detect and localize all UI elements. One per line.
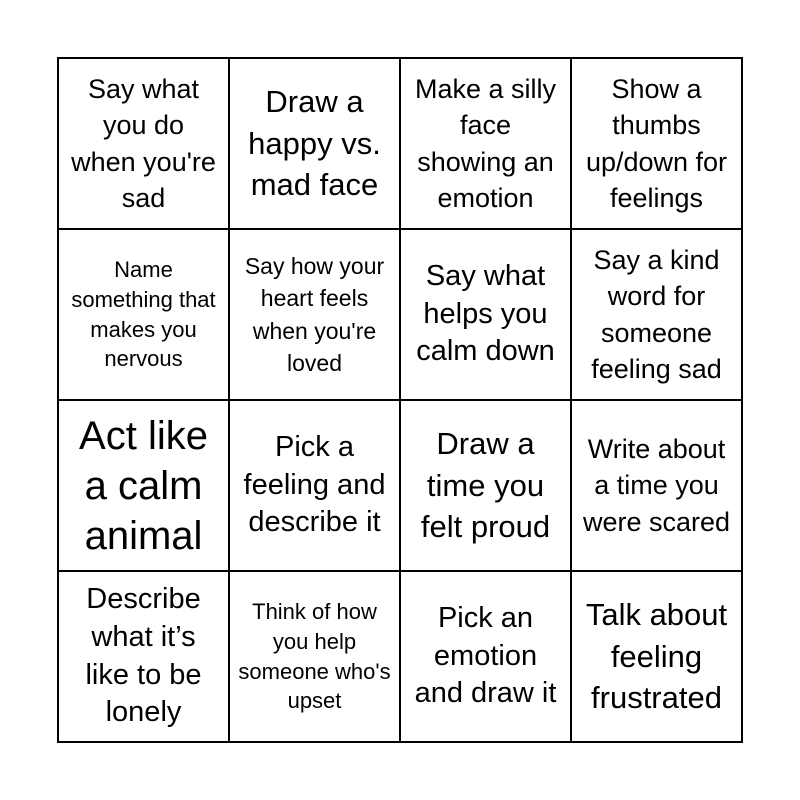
bingo-cell-text: Pick a feeling and describe it <box>243 430 386 539</box>
bingo-cell-text: Show a thumbs up/down for feelings <box>585 73 728 213</box>
bingo-cell[interactable] <box>58 571 229 742</box>
bingo-cell[interactable] <box>400 400 571 571</box>
bingo-cell[interactable] <box>400 229 571 400</box>
bingo-cell-text: Say what you do when you're sad <box>71 73 216 213</box>
bingo-cell-text: Act like a calm animal <box>79 413 208 558</box>
bingo-cell-text: Draw a happy vs. mad face <box>248 83 381 203</box>
bingo-cell[interactable] <box>400 571 571 742</box>
bingo-cell[interactable] <box>400 58 571 229</box>
bingo-cell[interactable] <box>229 229 400 400</box>
bingo-cell-text: Describe what it’s like to be lonely <box>85 583 202 729</box>
bingo-cell-text: Say how your heart feels when you're loved <box>244 253 385 376</box>
bingo-cell[interactable] <box>229 571 400 742</box>
bingo-cell[interactable] <box>229 400 400 571</box>
bingo-cell-text: Say a kind word for someone feeling sad <box>591 244 722 384</box>
bingo-cell-text: Make a silly face showing an emotion <box>414 73 557 213</box>
bingo-cell-text: Pick an emotion and draw it <box>414 601 557 710</box>
bingo-cell-text: Write about a time you were scared <box>582 433 731 537</box>
bingo-cell-text: Name something that makes you nervous <box>71 257 216 372</box>
bingo-cell[interactable] <box>58 58 229 229</box>
bingo-cell[interactable] <box>571 58 742 229</box>
bingo-cell-text: Think of how you help someone who's upset <box>238 599 391 714</box>
bingo-cell-text: Say what helps you calm down <box>416 259 555 368</box>
bingo-cell[interactable] <box>58 400 229 571</box>
bingo-cell-text: Draw a time you felt proud <box>420 425 551 545</box>
bingo-cell[interactable] <box>58 229 229 400</box>
bingo-cell[interactable] <box>571 229 742 400</box>
bingo-cell[interactable] <box>229 58 400 229</box>
bingo-board <box>57 57 743 743</box>
bingo-cell-text: Talk about feeling frustrated <box>585 596 728 716</box>
bingo-cell[interactable] <box>571 400 742 571</box>
bingo-cell[interactable] <box>571 571 742 742</box>
